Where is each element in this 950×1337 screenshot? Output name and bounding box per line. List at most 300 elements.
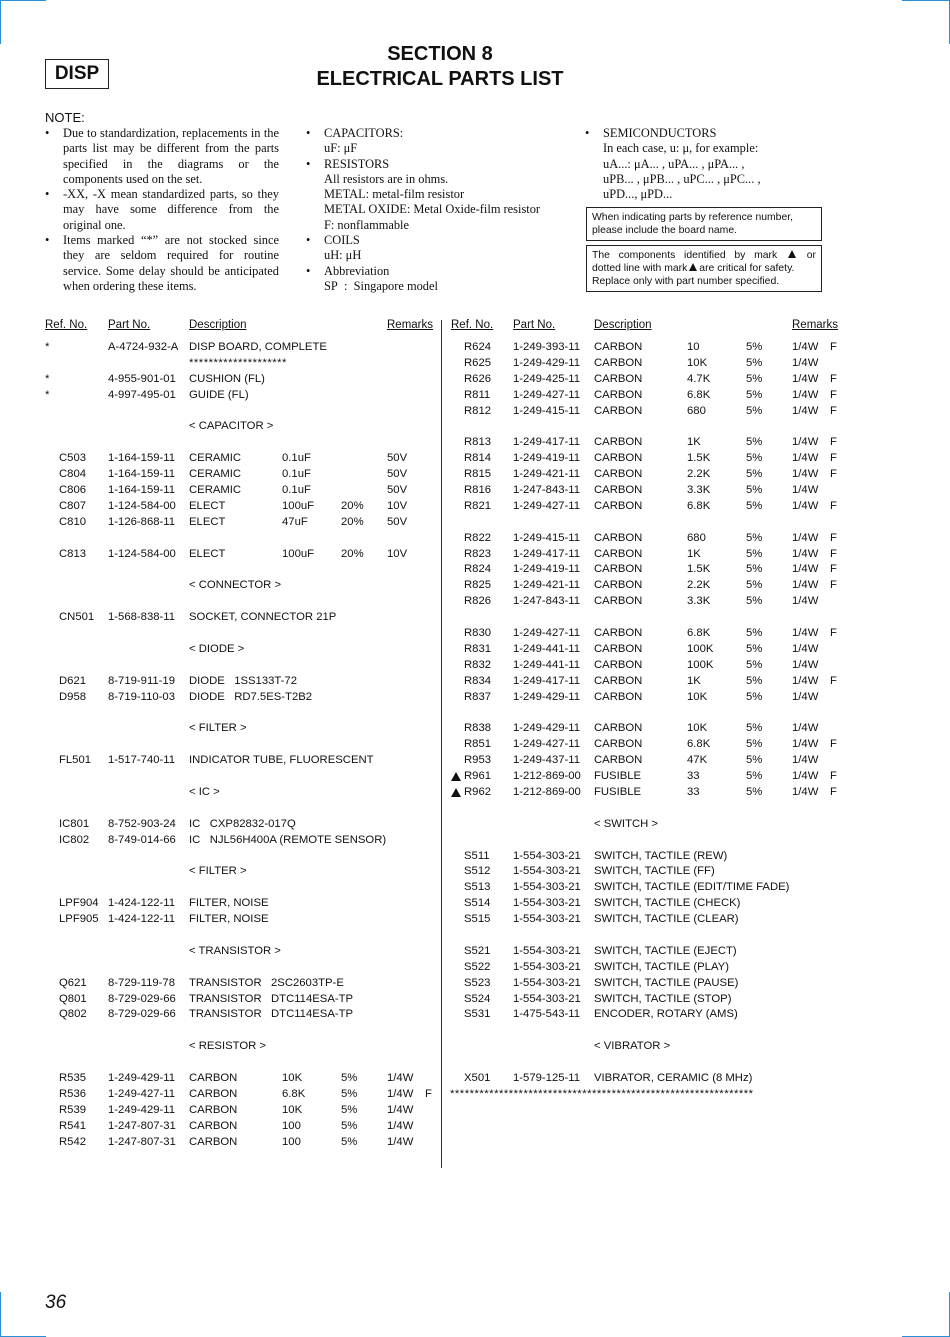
part-no-cell: 1-249-393-11 bbox=[513, 341, 580, 353]
ref-cell: R831 bbox=[464, 642, 492, 655]
part-no-cell: 1-126-868-11 bbox=[108, 515, 175, 528]
table-row bbox=[45, 1104, 440, 1120]
part-no-cell: 1-554-303-21 bbox=[513, 849, 581, 862]
description-cell: CUSHION (FL) bbox=[189, 372, 265, 385]
description-cell: FILTER, NOISE bbox=[189, 897, 269, 910]
table-row bbox=[450, 961, 845, 977]
page-number: 36 bbox=[45, 1292, 67, 1313]
remarks-cell: 1/4W bbox=[792, 738, 819, 751]
description-cell: CARBON bbox=[594, 372, 643, 385]
tolerance-cell: 5% bbox=[341, 1119, 358, 1132]
note-line: uA...: μA... , uPA... , μPA... , bbox=[603, 156, 745, 171]
warning-triangle-icon bbox=[451, 772, 461, 781]
header-remarks-left: Remarks bbox=[387, 319, 434, 331]
note-line: METAL: metal-film resistor bbox=[324, 187, 465, 202]
description-cell: CARBON bbox=[594, 642, 643, 655]
part-no-cell: 8-729-029-66 bbox=[108, 1008, 176, 1021]
value-cell: 10K bbox=[687, 356, 708, 369]
table-row bbox=[450, 1024, 845, 1040]
ref-cell: R824 bbox=[464, 563, 492, 576]
value-cell: 6.8K bbox=[282, 1087, 306, 1100]
description-cell: SWITCH, TACTILE (STOP) bbox=[594, 992, 732, 1005]
remarks-cell: 1/4W bbox=[792, 404, 819, 417]
ref-cell: R536 bbox=[59, 1087, 87, 1100]
tolerance-cell: 5% bbox=[746, 484, 763, 497]
flag-cell: F bbox=[830, 785, 837, 798]
ref-cell: R816 bbox=[464, 484, 492, 497]
value-cell: 10K bbox=[282, 1071, 303, 1084]
table-row bbox=[45, 389, 440, 405]
note-line: uPD..., μPD... bbox=[603, 187, 673, 202]
description-cell: ELECT bbox=[189, 547, 226, 560]
ref-cell: * bbox=[45, 372, 50, 385]
description-cell: DISP BOARD, COMPLETE bbox=[189, 341, 327, 353]
table-row bbox=[45, 516, 440, 532]
table-row bbox=[450, 659, 845, 675]
tolerance-cell: 5% bbox=[746, 547, 763, 560]
header-desc-right: Description bbox=[594, 319, 652, 331]
description-cell: SWITCH, TACTILE (FF) bbox=[594, 865, 715, 878]
ref-cell: R624 bbox=[464, 341, 492, 353]
description-cell: SWITCH, TACTILE (PLAY) bbox=[594, 960, 729, 973]
tolerance-cell: 20% bbox=[341, 547, 364, 560]
part-no-cell: 8-752-903-24 bbox=[108, 817, 176, 830]
part-no-cell: 1-249-429-11 bbox=[513, 690, 580, 703]
note-line: uPB... , μPB... , uPC... , μPC... , bbox=[603, 171, 761, 186]
part-no-cell: 1-424-122-11 bbox=[108, 913, 175, 926]
value-cell: 1.5K bbox=[687, 563, 711, 576]
description-cell: TRANSISTOR DTC114ESA-TP bbox=[189, 1008, 354, 1021]
ref-cell: D958 bbox=[59, 690, 87, 703]
ref-cell: LPF905 bbox=[59, 913, 99, 926]
description-cell: < CONNECTOR > bbox=[189, 579, 282, 592]
description-cell: CARBON bbox=[594, 579, 643, 592]
description-cell: < IC > bbox=[189, 785, 220, 798]
part-no-cell: 1-554-303-21 bbox=[513, 897, 581, 910]
part-no-cell: 1-249-429-11 bbox=[513, 356, 580, 369]
note-line: METAL OXIDE: Metal Oxide-film resistor bbox=[324, 202, 541, 217]
remarks-cell: 50V bbox=[387, 468, 408, 481]
description-cell: SWITCH, TACTILE (EJECT) bbox=[594, 944, 737, 957]
tolerance-cell: 5% bbox=[746, 531, 763, 544]
table-row bbox=[450, 357, 845, 373]
ref-cell: R814 bbox=[464, 452, 492, 465]
flag-cell: F bbox=[830, 499, 837, 512]
table-row bbox=[450, 436, 845, 452]
flag-cell: F bbox=[830, 404, 837, 417]
remarks-cell: 1/4W bbox=[792, 722, 819, 735]
description-cell: < CAPACITOR > bbox=[189, 420, 274, 433]
table-row bbox=[45, 500, 440, 516]
tolerance-cell: 5% bbox=[746, 770, 763, 783]
list-heading: ELECTRICAL PARTS LIST bbox=[316, 68, 564, 90]
description-cell: CARBON bbox=[594, 404, 643, 417]
table-row bbox=[45, 802, 440, 818]
value-cell: 33 bbox=[687, 770, 700, 783]
table-row bbox=[45, 834, 440, 850]
description-cell: CARBON bbox=[189, 1071, 238, 1084]
remarks-cell: 10V bbox=[387, 547, 408, 560]
table-row bbox=[450, 770, 845, 786]
ref-cell: R626 bbox=[464, 372, 492, 385]
table-row bbox=[45, 1072, 440, 1088]
tolerance-cell: 5% bbox=[746, 754, 763, 767]
part-no-cell: A-4724-932-A bbox=[108, 341, 179, 353]
description-cell: CERAMIC bbox=[189, 484, 242, 497]
flag-cell: F bbox=[830, 452, 837, 465]
part-no-cell: 8-719-911-19 bbox=[108, 674, 175, 687]
ref-cell: R825 bbox=[464, 579, 492, 592]
ref-cell: R542 bbox=[59, 1135, 87, 1148]
remarks-cell: 50V bbox=[387, 515, 408, 528]
ref-cell: C503 bbox=[59, 452, 87, 465]
description-cell: CERAMIC bbox=[189, 468, 242, 481]
description-cell: CARBON bbox=[594, 754, 643, 767]
ref-cell: R541 bbox=[59, 1119, 87, 1132]
flag-cell: F bbox=[830, 372, 837, 385]
table-row bbox=[45, 643, 440, 659]
part-no-cell: 1-554-303-21 bbox=[513, 865, 581, 878]
table-row bbox=[45, 563, 440, 579]
description-cell: CARBON bbox=[594, 468, 643, 481]
description-cell: CARBON bbox=[189, 1119, 238, 1132]
remarks-cell: 1/4W bbox=[792, 436, 819, 449]
box-line: dotted line with mark are critical for safety. bbox=[592, 263, 795, 274]
note-head: • Abbreviation bbox=[306, 264, 566, 279]
ref-cell: * bbox=[45, 388, 50, 401]
value-cell: 680 bbox=[687, 404, 706, 417]
ref-cell: C807 bbox=[59, 499, 87, 512]
part-no-cell: 1-554-303-21 bbox=[513, 976, 581, 989]
flag-cell: F bbox=[830, 468, 837, 481]
table-row bbox=[45, 1040, 440, 1056]
ref-cell: Q802 bbox=[59, 1008, 87, 1021]
remarks-cell: 1/4W bbox=[792, 770, 819, 783]
table-row bbox=[45, 341, 440, 357]
table-row bbox=[450, 1088, 845, 1104]
table-row bbox=[450, 548, 845, 564]
remarks-cell: 1/4W bbox=[792, 642, 819, 655]
ref-cell: C810 bbox=[59, 515, 87, 528]
description-cell: SWITCH, TACTILE (EDIT/TIME FADE) bbox=[594, 881, 790, 894]
table-row bbox=[45, 945, 440, 961]
tolerance-cell: 5% bbox=[746, 674, 763, 687]
value-cell: 100 bbox=[282, 1119, 301, 1132]
part-no-cell: 1-247-843-11 bbox=[513, 595, 580, 608]
tolerance-cell: 5% bbox=[341, 1071, 358, 1084]
table-row bbox=[450, 595, 845, 611]
part-no-cell: 1-247-807-31 bbox=[108, 1119, 176, 1132]
part-no-cell: 1-212-869-00 bbox=[513, 785, 581, 798]
crop-mark-top-left-h bbox=[0, 0, 46, 1]
description-cell: CARBON bbox=[594, 499, 643, 512]
value-cell: 100uF bbox=[282, 547, 315, 560]
description-cell: < SWITCH > bbox=[594, 817, 659, 830]
remarks-cell: 1/4W bbox=[792, 341, 819, 353]
flag-cell: F bbox=[830, 579, 837, 592]
note-line: F: nonflammable bbox=[324, 217, 409, 232]
description-cell: CARBON bbox=[594, 341, 643, 353]
description-cell: CARBON bbox=[594, 658, 643, 671]
part-no-cell: 1-249-427-11 bbox=[513, 627, 580, 640]
flag-cell: F bbox=[830, 770, 837, 783]
table-row bbox=[45, 532, 440, 548]
note-line: SP : Singapore model bbox=[324, 278, 438, 293]
table-row bbox=[45, 484, 440, 500]
table-row bbox=[45, 706, 440, 722]
note-head: • RESISTORS bbox=[306, 157, 566, 172]
table-row bbox=[45, 993, 440, 1009]
table-row bbox=[450, 563, 845, 579]
remarks-cell: 1/4W bbox=[792, 468, 819, 481]
table-row bbox=[450, 1072, 845, 1088]
description-cell: SWITCH, TACTILE (PAUSE) bbox=[594, 976, 739, 989]
remarks-cell: 10V bbox=[387, 499, 408, 512]
table-row bbox=[45, 897, 440, 913]
description-cell: < TRANSISTOR > bbox=[189, 944, 281, 957]
ref-cell: S511 bbox=[464, 849, 490, 862]
ref-cell: CN501 bbox=[59, 611, 95, 624]
remarks-cell: 1/4W bbox=[792, 531, 819, 544]
part-no-cell: 1-124-584-00 bbox=[108, 499, 176, 512]
part-no-cell: 1-249-429-11 bbox=[108, 1103, 175, 1116]
part-no-cell: 1-124-584-00 bbox=[108, 547, 176, 560]
flag-cell: F bbox=[830, 627, 837, 640]
flag-cell: F bbox=[830, 341, 837, 353]
table-row bbox=[45, 627, 440, 643]
part-no-cell: 4-997-495-01 bbox=[108, 388, 176, 401]
ref-cell: R834 bbox=[464, 674, 492, 687]
part-no-cell: 1-249-429-11 bbox=[513, 722, 580, 735]
part-no-cell: 8-729-119-78 bbox=[108, 976, 175, 989]
value-cell: 6.8K bbox=[687, 627, 711, 640]
description-cell: ELECT bbox=[189, 515, 226, 528]
part-no-cell: 1-249-427-11 bbox=[513, 499, 580, 512]
section-heading: SECTION 8 bbox=[387, 43, 493, 65]
value-cell: 2.2K bbox=[687, 468, 711, 481]
table-row bbox=[45, 1120, 440, 1136]
ref-cell: R815 bbox=[464, 468, 492, 481]
value-cell: 6.8K bbox=[687, 388, 711, 401]
table-row bbox=[450, 929, 845, 945]
ref-cell: IC801 bbox=[59, 817, 90, 830]
table-row bbox=[450, 993, 845, 1009]
ref-cell: R811 bbox=[464, 388, 491, 401]
ref-cell: R826 bbox=[464, 595, 492, 608]
table-row bbox=[450, 850, 845, 866]
box-line: When indicating parts by reference number, bbox=[592, 212, 793, 223]
table-row bbox=[450, 579, 845, 595]
flag-cell: F bbox=[830, 436, 837, 449]
value-cell: 100 bbox=[282, 1135, 301, 1148]
ref-cell: R821 bbox=[464, 499, 492, 512]
table-row bbox=[450, 484, 845, 500]
value-cell: 47uF bbox=[282, 515, 308, 528]
table-row bbox=[45, 818, 440, 834]
ref-cell: S522 bbox=[464, 960, 491, 973]
value-cell: 100K bbox=[687, 642, 714, 655]
ref-cell: X501 bbox=[464, 1071, 491, 1084]
remarks-cell: 1/4W bbox=[792, 372, 819, 385]
remarks-cell: 1/4W bbox=[792, 499, 819, 512]
ref-cell: C804 bbox=[59, 468, 87, 481]
ref-cell: S524 bbox=[464, 992, 491, 1005]
value-cell: 10K bbox=[282, 1103, 303, 1116]
table-row bbox=[450, 405, 845, 421]
table-row bbox=[450, 818, 845, 834]
crop-mark-bottom-left-v bbox=[0, 1292, 1, 1337]
value-cell: 680 bbox=[687, 531, 706, 544]
value-cell: 6.8K bbox=[687, 738, 711, 751]
table-row bbox=[450, 373, 845, 389]
board-tag: DISP bbox=[45, 59, 109, 89]
table-row bbox=[450, 627, 845, 643]
ref-cell: R961 bbox=[464, 770, 492, 783]
description-cell: CARBON bbox=[594, 738, 643, 751]
description-cell: GUIDE (FL) bbox=[189, 388, 249, 401]
tolerance-cell: 5% bbox=[746, 785, 763, 798]
flag-cell: F bbox=[830, 563, 837, 576]
note-head: • SEMICONDUCTORS bbox=[585, 126, 825, 141]
value-cell: 1K bbox=[687, 436, 701, 449]
tolerance-cell: 5% bbox=[341, 1135, 358, 1148]
tolerance-cell: 5% bbox=[746, 356, 763, 369]
part-no-cell: 1-554-303-21 bbox=[513, 944, 581, 957]
description-cell: CARBON bbox=[594, 547, 643, 560]
column-divider bbox=[441, 320, 442, 1168]
ref-cell: R837 bbox=[464, 690, 492, 703]
part-no-cell: 1-247-843-11 bbox=[513, 484, 580, 497]
ref-cell: * bbox=[45, 341, 50, 353]
remarks-cell: 50V bbox=[387, 452, 408, 465]
table-row bbox=[450, 913, 845, 929]
part-no-cell: 1-249-421-11 bbox=[513, 468, 580, 481]
tolerance-cell: 5% bbox=[746, 658, 763, 671]
table-row bbox=[45, 675, 440, 691]
description-cell: < VIBRATOR > bbox=[594, 1040, 671, 1053]
tolerance-cell: 5% bbox=[746, 436, 763, 449]
table-row bbox=[450, 834, 845, 850]
table-row bbox=[45, 595, 440, 611]
board-name-note-box bbox=[586, 207, 822, 241]
description-cell: TRANSISTOR 2SC2603TP-E bbox=[189, 976, 344, 989]
value-cell: 100K bbox=[687, 658, 714, 671]
ref-cell: R838 bbox=[464, 722, 492, 735]
description-cell: IC CXP82832-017Q bbox=[189, 817, 296, 830]
remarks-cell: 50V bbox=[387, 484, 408, 497]
tolerance-cell: 5% bbox=[746, 595, 763, 608]
description-cell: SWITCH, TACTILE (CHECK) bbox=[594, 897, 741, 910]
ref-cell: R832 bbox=[464, 658, 492, 671]
part-no-cell: 1-249-427-11 bbox=[513, 738, 580, 751]
remarks-cell: 1/4W bbox=[792, 563, 819, 576]
table-row bbox=[45, 357, 440, 373]
remarks-cell: 1/4W bbox=[792, 356, 819, 369]
ref-cell: Q801 bbox=[59, 992, 87, 1005]
remarks-cell: 1/4W bbox=[792, 674, 819, 687]
value-cell: 2.2K bbox=[687, 579, 711, 592]
value-cell: 10 bbox=[687, 341, 700, 353]
note-item: • Due to standardization, replacements in the parts list may be different from the parts specified in the diagrams or the components used on the set. bbox=[45, 126, 279, 187]
warning-triangle-icon bbox=[689, 263, 697, 271]
tolerance-cell: 5% bbox=[746, 404, 763, 417]
part-no-cell: 1-249-427-11 bbox=[513, 388, 580, 401]
remarks-cell: 1/4W bbox=[387, 1103, 414, 1116]
description-cell: < FILTER > bbox=[189, 722, 247, 735]
note-line: uF: μF bbox=[324, 141, 358, 156]
table-row bbox=[450, 881, 845, 897]
description-cell: ELECT bbox=[189, 499, 226, 512]
description-cell: DIODE RD7.5ES-T2B2 bbox=[189, 690, 313, 703]
tolerance-cell: 5% bbox=[746, 388, 763, 401]
ref-cell: R830 bbox=[464, 627, 492, 640]
table-row bbox=[45, 548, 440, 564]
tolerance-cell: 5% bbox=[746, 627, 763, 640]
note-head: • CAPACITORS: bbox=[306, 126, 566, 141]
table-row bbox=[450, 722, 845, 738]
ref-cell: R953 bbox=[464, 754, 492, 767]
value-cell: 6.8K bbox=[687, 499, 711, 512]
description-cell: CARBON bbox=[594, 484, 643, 497]
flag-cell: F bbox=[830, 531, 837, 544]
part-no-cell: 1-249-417-11 bbox=[513, 436, 580, 449]
ref-cell: S523 bbox=[464, 976, 491, 989]
table-row bbox=[450, 532, 845, 548]
header-remarks-right: Remarks bbox=[792, 319, 839, 331]
table-row bbox=[45, 1136, 440, 1152]
ref-cell: S512 bbox=[464, 865, 491, 878]
table-row bbox=[450, 1056, 845, 1072]
description-cell: CARBON bbox=[594, 356, 643, 369]
table-row bbox=[450, 945, 845, 961]
part-no-cell: 1-249-429-11 bbox=[108, 1071, 175, 1084]
part-no-cell: 1-554-303-21 bbox=[513, 992, 581, 1005]
ref-cell: LPF904 bbox=[59, 897, 99, 910]
table-row bbox=[45, 405, 440, 421]
description-cell: DIODE 1SS133T-72 bbox=[189, 674, 297, 687]
part-no-cell: 1-249-441-11 bbox=[513, 658, 580, 671]
description-cell: CARBON bbox=[594, 388, 643, 401]
part-no-cell: 1-249-427-11 bbox=[108, 1087, 175, 1100]
remarks-cell: 1/4W bbox=[792, 547, 819, 560]
table-row bbox=[45, 1088, 440, 1104]
part-no-cell: 1-249-419-11 bbox=[513, 563, 580, 576]
part-no-cell: 8-719-110-03 bbox=[108, 690, 175, 703]
description-cell: CARBON bbox=[189, 1135, 238, 1148]
part-no-cell: 8-749-014-66 bbox=[108, 833, 176, 846]
tolerance-cell: 20% bbox=[341, 515, 364, 528]
description-cell: CERAMIC bbox=[189, 452, 242, 465]
tolerance-cell: 5% bbox=[746, 468, 763, 481]
ref-cell: R535 bbox=[59, 1071, 87, 1084]
part-no-cell: 1-554-303-21 bbox=[513, 881, 581, 894]
ref-cell: S514 bbox=[464, 897, 491, 910]
remarks-cell: 1/4W bbox=[792, 452, 819, 465]
description-cell: SOCKET, CONNECTOR 21P bbox=[189, 611, 337, 624]
box-line: The components identified by mark or bbox=[592, 250, 816, 261]
table-row bbox=[450, 802, 845, 818]
ref-cell: S521 bbox=[464, 944, 491, 957]
table-row bbox=[45, 452, 440, 468]
part-no-cell: 1-164-159-11 bbox=[108, 468, 175, 481]
ref-cell: R539 bbox=[59, 1103, 87, 1116]
tolerance-cell: 5% bbox=[341, 1087, 358, 1100]
ref-cell: R823 bbox=[464, 547, 492, 560]
description-cell: TRANSISTOR DTC114ESA-TP bbox=[189, 992, 354, 1005]
ref-cell: FL501 bbox=[59, 754, 92, 767]
description-cell: FILTER, NOISE bbox=[189, 913, 269, 926]
warning-triangle-icon bbox=[788, 250, 796, 258]
